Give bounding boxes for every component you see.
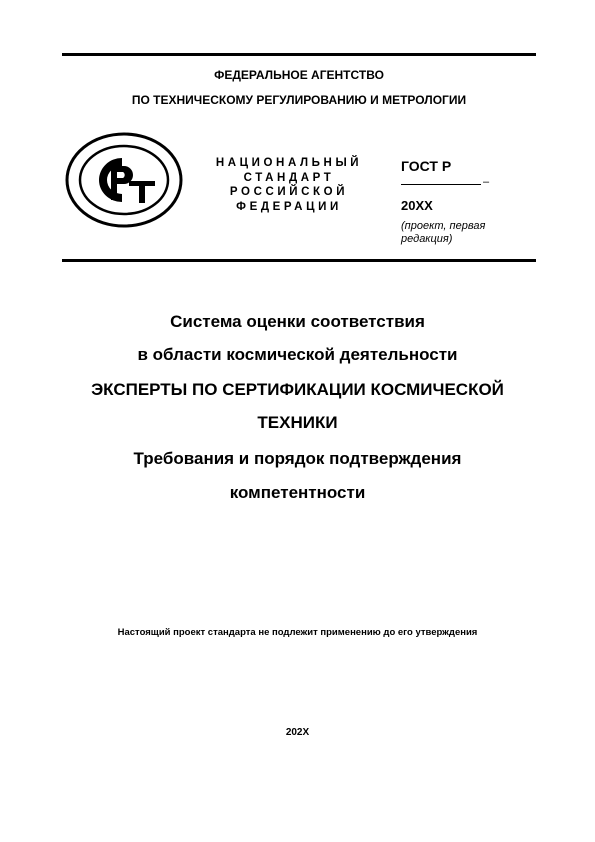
- national-standard-line-3: РОССИЙСКОЙ: [229, 186, 349, 198]
- gost-title: ГОСТ Р: [401, 158, 452, 174]
- document-title-line-5: Требования и порядок подтверждения: [133, 449, 462, 468]
- publication-year: 202X: [285, 727, 310, 738]
- document-title-line-6: компетентности: [229, 483, 366, 502]
- national-standard-line-2: СТАНДАРТ: [243, 171, 335, 184]
- document-title-line-4: ТЕХНИКИ: [257, 413, 338, 432]
- agency-name-line-2: ПО ТЕХНИЧЕСКОМУ РЕГУЛИРОВАНИЮ И МЕТРОЛОГИИ: [131, 93, 467, 107]
- gost-number-blank-line: [401, 184, 481, 185]
- gost-number-dash: –: [483, 176, 490, 188]
- national-standard-label: [196, 156, 382, 214]
- document-title-line-1: Система оценки соответствия: [170, 312, 425, 331]
- national-standard-line-4: ФЕДЕРАЦИИ: [236, 200, 342, 213]
- bottom-rule: [62, 259, 536, 262]
- gost-draft-note: (проект, первая редакция): [401, 220, 486, 245]
- gost-year: 20XX: [401, 198, 433, 213]
- draft-notice: Настоящий проект стандарта не подлежит применению до его утверждения: [117, 627, 478, 638]
- gost-r-logo-icon: [64, 131, 184, 229]
- national-standard-line-1: НАЦИОНАЛЬНЫЙ: [215, 157, 363, 169]
- agency-name-line-1: ФЕДЕРАЛЬНОЕ АГЕНТСТВО: [214, 68, 384, 82]
- top-rule: [62, 53, 536, 56]
- document-title-line-2: в области космической деятельности: [137, 345, 458, 364]
- document-title-line-3: ЭКСПЕРТЫ ПО СЕРТИФИКАЦИИ КОСМИЧЕСКОЙ: [91, 380, 504, 399]
